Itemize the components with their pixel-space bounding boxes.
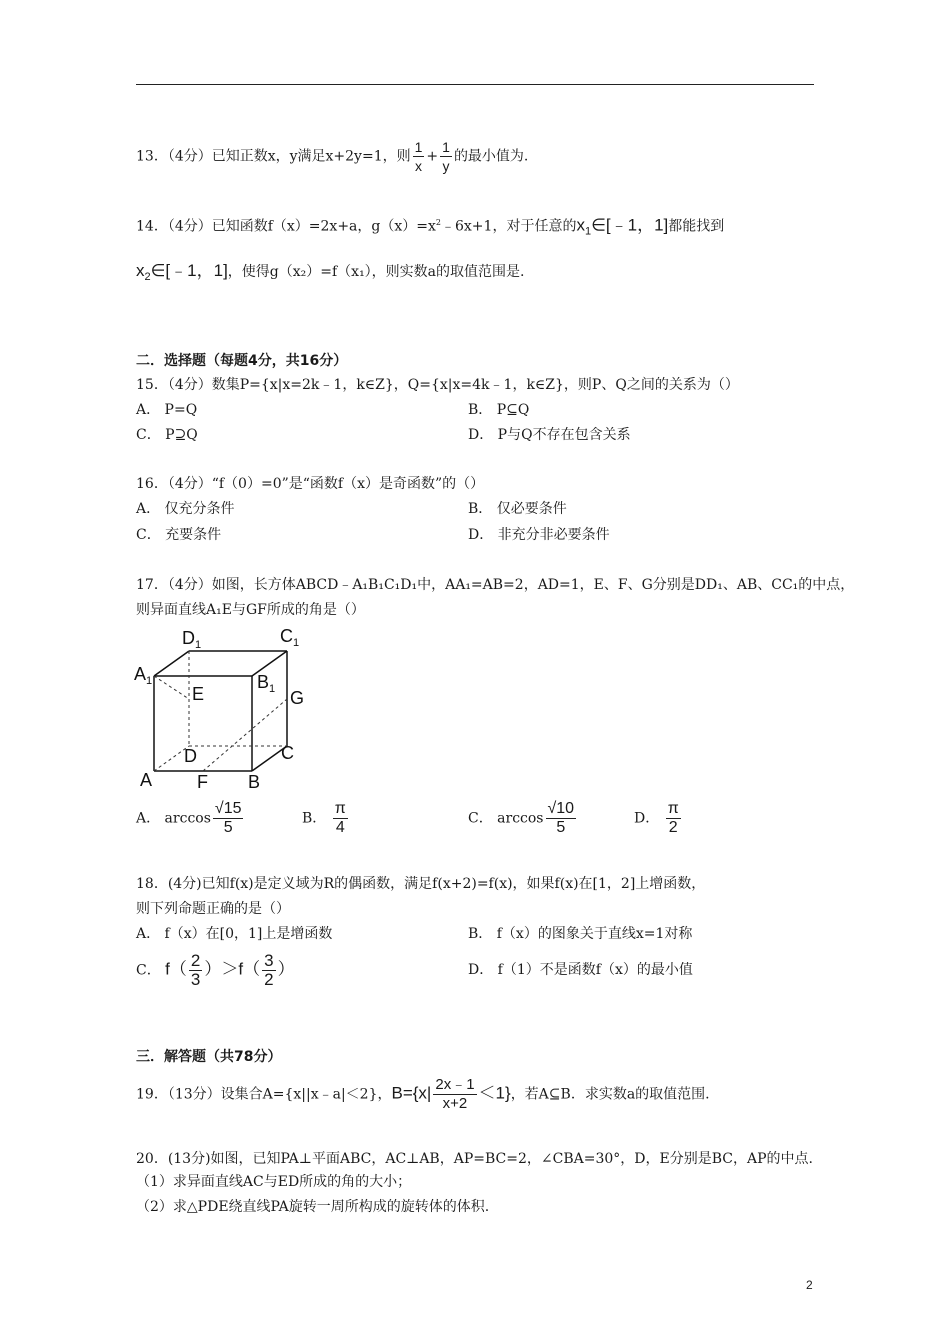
label-a1: $A_1$	[134, 664, 153, 687]
plus-sign: +	[426, 148, 439, 165]
question-20-part2: （2）求△PDE绕直线PA旋转一周所构成的旋转体的体积.	[136, 1199, 490, 1215]
q15-option-d: D． P与Q不存在包含关系	[468, 427, 631, 443]
q13-text-end: 的最小值为.	[453, 148, 529, 165]
q17-option-c: C． arccos $\frac{√10}{5}$	[468, 800, 575, 836]
section-heading-solutions: 三．解答题（共78分）	[136, 1049, 282, 1065]
label-c: C	[281, 743, 294, 763]
question-13	[136, 138, 528, 175]
q16-option-b: B． 仅必要条件	[468, 501, 567, 517]
q17-option-a: A． arccos $\frac{√15}{5}$	[136, 800, 242, 836]
label-g: G	[290, 688, 305, 708]
section-heading-choice: 二．选择题（每题4分，共16分）	[136, 353, 348, 369]
q18-option-b: B． f（x）的图象关于直线x=1对称	[468, 926, 693, 942]
question-20-line1: 20．(13分)如图，已知PA⊥平面ABC，AC⊥AB，AP=BC=2，∠CBA=30°，D，E分别是BC，AP的中点.	[136, 1151, 813, 1167]
fraction-1-over-y: $\frac{1}{y}$	[442, 139, 450, 174]
cuboid-figure	[130, 622, 320, 794]
question-15-stem: 15．（4分）数集P={x|x=2k﹣1，k∈Z}，Q={x|x=4k﹣1，k∈Z}，则P、Q之间的关系为（）	[136, 377, 739, 393]
header-rule	[136, 84, 814, 85]
label-b: B	[248, 772, 261, 792]
question-19: 19．（13分）设集合A={x||x﹣a|＜2}，B={x| $\frac{2x﹣1}{x+2}$ ＜1}，若A⊆B．求实数a的取值范围.	[136, 1076, 710, 1112]
q15-option-a: A． P=Q	[136, 402, 198, 418]
label-b1: $B_1$	[257, 672, 276, 695]
q17-option-d: D． $\frac{\pi}{2}$	[634, 800, 679, 836]
question-18-line2: 则下列命题正确的是（）	[136, 901, 290, 917]
q17-option-b: B． $\frac{\pi}{4}$	[302, 800, 346, 836]
question-14-line1: 14．（4分）已知函数f（x）=2x+a，$g(x)=x^2﹣6x+1$，对于任意的$x_1\in[﹣1$，1]都能找到	[136, 215, 725, 238]
label-e: E	[192, 684, 205, 704]
q16-option-c: C． 充要条件	[136, 527, 222, 543]
q15-option-c: C． P⊇Q	[136, 427, 198, 443]
question-17-line1: 17．（4分）如图，长方体ABCD﹣A₁B₁C₁D₁中，AA₁=AB=2，AD=1，E、F、G分别是DD₁、AB、CC₁的中点，	[136, 577, 855, 593]
question-16-stem: 16．（4分）“f（0）=0”是“函数f（x）是奇函数”的（）	[136, 476, 485, 492]
label-d: D	[184, 746, 197, 766]
label-d1: $D_1$	[182, 628, 202, 651]
fraction-1-over-x: $\frac{1}{x}$	[414, 139, 423, 174]
page-number: 2	[806, 1278, 813, 1292]
q18-option-d: D． f（1）不是函数f（x）的最小值	[468, 962, 693, 978]
q15-option-b: B． P⊆Q	[468, 402, 530, 418]
q18-option-a: A． f（x）在[0，1]上是增函数	[136, 926, 333, 942]
label-c1: $C_1$	[280, 626, 300, 649]
q16-option-d: D． 非充分非必要条件	[468, 527, 610, 543]
question-14-line2: $x_2\in[﹣1$，1]，使得g（x₂）=f（x₁），则实数a的取值范围是.	[136, 261, 525, 283]
question-17-line2: 则异面直线A₁E与GF所成的角是（）	[136, 602, 365, 618]
q13-text: 13．（4分）已知正数x，y满足x+2y=1，则	[136, 148, 411, 165]
label-a: A	[140, 770, 153, 790]
label-f: F	[197, 772, 208, 792]
question-18-line1: 18．(4分)已知f(x)是定义域为R的偶函数，满足f(x+2)=f(x)，如果f(x)在[1，2]上增函数，	[136, 876, 706, 892]
q16-option-a: A． 仅充分条件	[136, 501, 235, 517]
question-20-part1: （1）求异面直线AC与ED所成的角的大小；	[136, 1174, 412, 1190]
q18-option-c: C． f（ $\frac{2}{3}$ ）＞f（ $\frac{3}{2}$ ）	[136, 951, 295, 989]
